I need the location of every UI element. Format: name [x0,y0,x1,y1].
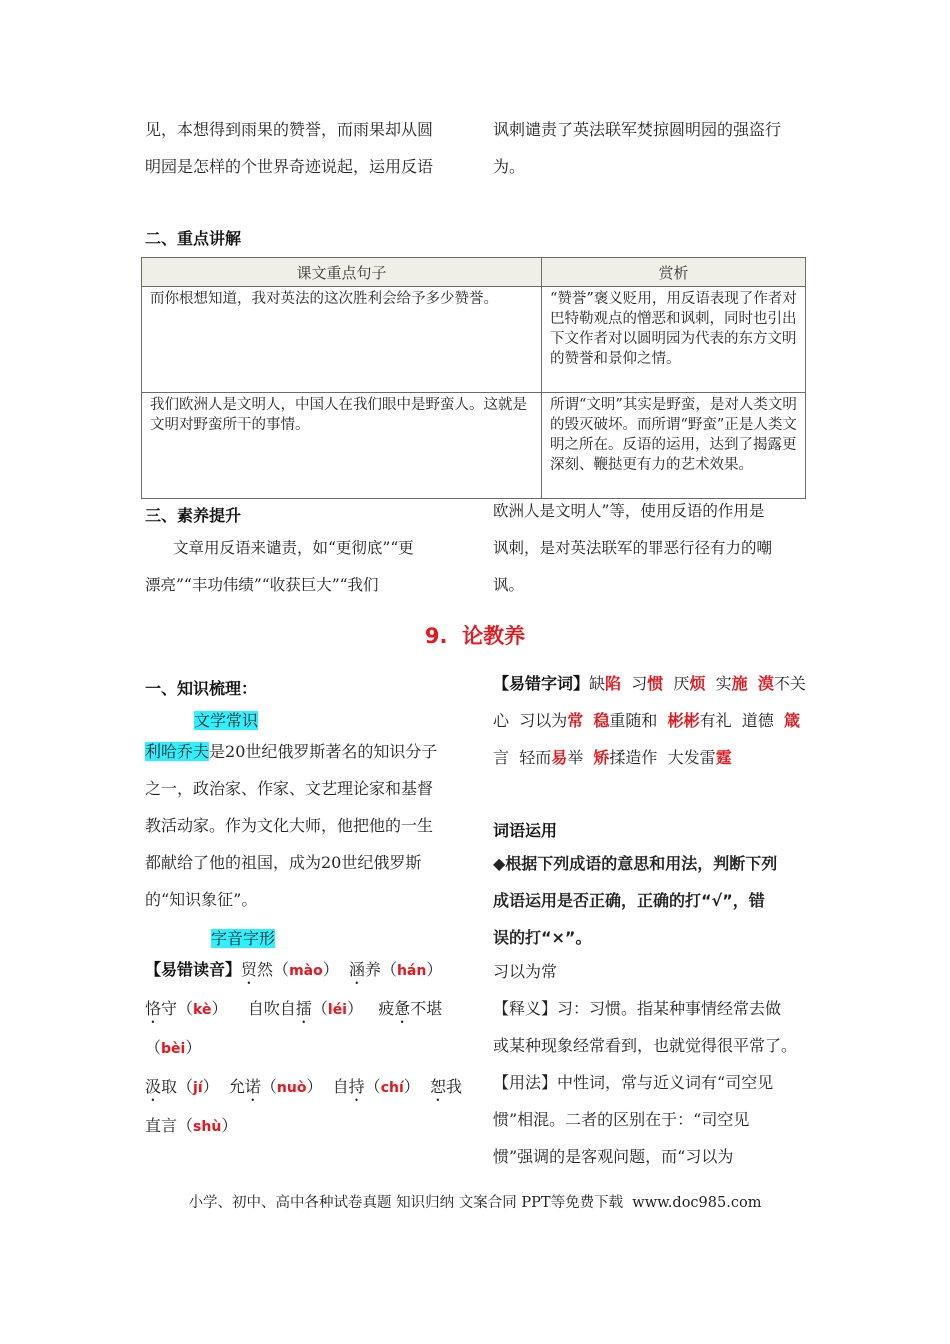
idiom: 习以为常 [493,962,558,981]
usage-heading: 词语运用 [493,821,558,840]
pinyin: nuò [276,1080,307,1096]
reading-item: 汲取（jí） [145,1077,219,1096]
footer: 小学、初中、高中各种试卷真题 知识归纳 文案合同 PPT等免费下载 www.doc985.com [188,1195,762,1211]
pronunciation-label: 字音字形 [211,929,276,948]
author-name: 利哈乔夫 [145,742,210,761]
pinyin: chí [380,1080,404,1096]
analysis-cell: 所谓“文明”其实是野蛮，是对人类文明的毁灭破坏。而所谓“野蛮”正是人类文明之所在。反语的运用，达到了揭露更深刻、鞭挞更有力的艺术效果。 [542,393,806,499]
reading-item: 贸然（mào） [241,960,339,979]
table-header-row [142,258,806,287]
section2-heading: 二、重点讲解 [145,229,242,248]
word-item: 彬彬有礼 [667,711,732,730]
usage-instruction: ◆根据下列成语的意思和用法，判断下列 成语运用是否正确，正确的打“√”，错 误的打“×”。 [493,854,778,947]
section3-left-text: 文章用反语来谴责，如“更彻底”“更 漂亮”“丰功伟绩”“收获巨大”“我们 [145,539,414,594]
header-analysis: 赏析 [542,258,806,287]
pinyin: léi [327,1002,347,1018]
header-sentence: 课文重点句子 [142,258,542,287]
sentence-cell: 我们欧洲人是文明人，中国人在我们眼中是野蛮人。这就是文明对野蛮所干的事情。 [142,393,542,499]
section3-heading: 三、素养提升 [145,506,242,525]
key-sentences-table [141,257,806,499]
author-intro: 利哈乔夫是20世纪俄罗斯著名的知识分子 之一，政治家、作家、文艺理论家和基督 教活动家。作为文化大师，他把他的一生 都献给了他的祖国，成为20世纪俄罗斯 的“知识象征”。 [145,742,438,909]
easy-wrong-words: 【易错字词】缺陷 习惯 厌烦 实施 漠不关心 习以为常 稳重随和 彬彬有礼 道德 箴言 轻而易举 矫揉造作 大发雷霆 [493,674,806,767]
pinyin: hán [396,963,427,979]
section3-right-text: 欧洲人是文明人”等，使用反语的作用是 讽刺，是对英法联军的罪恶行径有力的嘲 讽。 [493,502,773,594]
word-item: 习惯 [631,674,664,693]
sentence-cell: 而你根想知道，我对英法的这次胜利会给予多少赞誉。 [142,287,542,393]
reading-item: 允诺（nuò） [228,1077,323,1096]
reading-item: 恕我 [429,1077,462,1096]
reading-pinyin: （bèi） [145,1038,202,1057]
word-item: 漠不关心 [493,674,806,730]
readings-block: 【易错读音】贸然（mào） 涵养（hán） 恪守（kè） 自吹自擂（léi） 疲惫不堪 （bèi） 汲取（jí） 允诺（nuò） 自持（chí） 恕我 直言（shù） [145,960,462,1135]
lesson-title: 9. 论教养 [424,624,526,648]
word-item: 箴言 [493,711,800,767]
analysis-cell: “赞誉”褒义贬用，用反语表现了作者对巴特勒观点的憎恶和讽刺，同时也引出下文作者对以圆明园为代表的东方文明的赞誉和景仰之情。 [542,287,806,393]
pinyin: kè [193,1002,212,1018]
word-item: 矫揉造作 [593,748,658,767]
reading-item: 自持（chí） [332,1077,420,1096]
pinyin: mào [289,963,323,979]
reading-item: 直言（shù） [145,1116,238,1135]
word-item: 厌烦 [673,674,706,693]
reading-item: 疲惫不堪 [378,999,443,1018]
word-item: 道德 [741,711,774,730]
literature-label: 文学常识 [194,711,259,730]
footer-url[interactable]: www.doc985.com [632,1195,762,1211]
reading-item: 涵养（hán） [348,960,443,979]
table-row [142,287,806,393]
knowledge-heading: 一、知识梳理： [145,679,258,698]
word-item: 缺陷 [589,674,622,693]
reading-item: 恪守（kè） [145,999,228,1018]
top-right-text: 讽刺谴责了英法联军焚掠圆明园的强盗行 为。 [493,120,782,176]
word-item: 轻而易举 [519,748,584,767]
word-item: 稳重随和 [593,711,658,730]
top-left-text: 见，本想得到雨果的赞誉，而雨果却从圆 明园是怎样的个世界奇迹说起，运用反语 [145,120,434,176]
word-item: 实施 [715,674,748,693]
word-item: 大发雷霆 [667,748,732,767]
pinyin: jí [193,1080,203,1096]
table-row [142,393,806,499]
reading-item: 自吹自擂（léi） [247,999,363,1018]
word-item: 习以为常 [519,711,584,730]
idiom-block: 习以为常 【释义】习：习惯。指某种事情经常去做 或某种现象经常看到，也就觉得很平常了。 【用法】中性词，常与近义词有“司空见 惯”相混。二者的区别在于：“司空见 惯”强调的是客观问题，而“习以为 [493,953,811,1175]
